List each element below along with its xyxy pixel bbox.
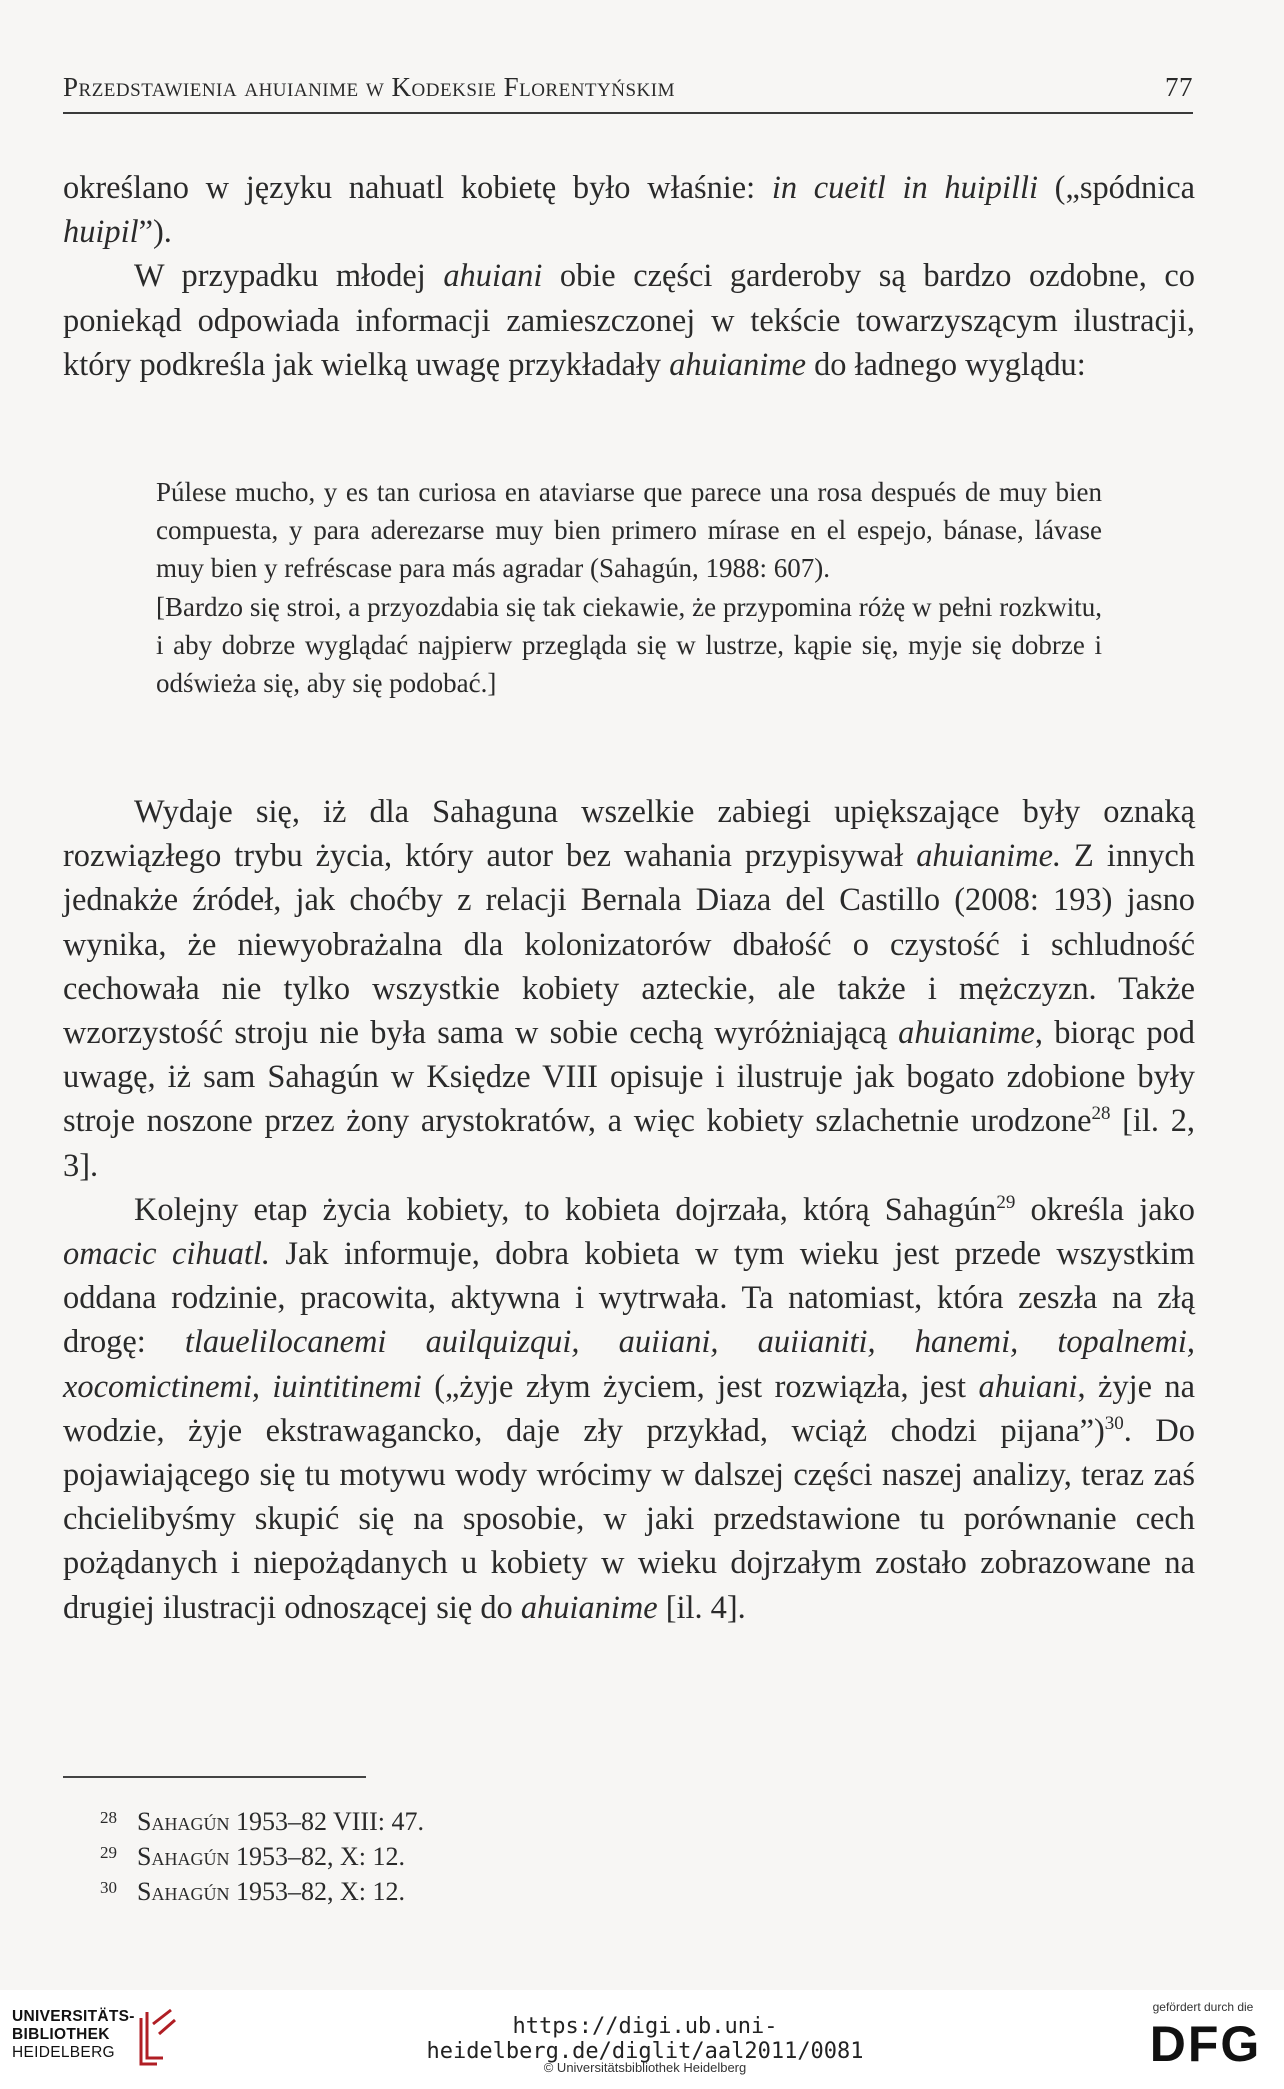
quote-spanish: Púlese mucho, y es tan curiosa en ataviarse que parece una rosa después de muy bien compuesta, y para aderezarse muy bien primero mírase en el espejo, bánase, lávase muy bien y refréscase para más agradar (Sahagún, 1988: 607). — [156, 477, 1102, 584]
footnote-29: 29 Sahagún 1953–82, X: 12. — [100, 1842, 405, 1871]
paragraph-1: określano w języku nahuatl kobietę było właśnie: in cueitl in huipilli („spódnica huipil”). — [63, 170, 1195, 251]
page-number: 77 — [1165, 72, 1193, 102]
copyright-notice: © Universitätsbibliothek Heidelberg — [543, 2060, 747, 2075]
running-header — [63, 72, 1193, 114]
footnote-30: 30 Sahagún 1953–82, X: 12. — [100, 1877, 405, 1906]
library-mark-icon — [135, 2008, 179, 2068]
block-quote — [156, 473, 1102, 702]
permalink-url[interactable]: https://digi.ub.uni-heidelberg.de/diglit/aal2011/0081 — [426, 2014, 864, 2064]
running-title: Przedstawienia ahuianime w Kodeksie Florentyńskim — [63, 72, 675, 102]
footnote-ref-29[interactable]: 29 — [996, 1192, 1016, 1214]
body-text-bottom — [63, 790, 1195, 1630]
paragraph-2: W przypadku młodej ahuiani obie części garderoby są bardzo ozdobne, co poniekąd odpowiada informacji zamieszczonej w tekście towarzyszącym ilustracji, który podkreśla jak wielką uwagę przykładały ahuianime do ładnego wyglądu: — [63, 258, 1195, 383]
paragraph-4: Kolejny etap życia kobiety, to kobieta dojrzała, którą Sahagún$^{29}$ określa jako omacic cihuatl. Jak informuje, dobra kobieta w tym wieku jest przede wszystkim oddana rodzinie, pracowita, aktywna i wytrwała. Ta natomiast, która zeszła na złą drogę: tlauelilocanemi auilquizqui, auiiani, auiianiti, hanemi, topalnemi, xocomictinemi, iuintitinemi („żyje złym życiem, jest rozwiązła, jest ahuiani, żyje na wodzie, żyje ekstrawagancko, daje zły przykład, wciąż chodzi pijana”)$^{30}$. Do pojawiającego się tu motywu wody wrócimy w dalszej części naszej analizy, teraz zaś chcielibyśmy skupić się na sposobie, w jaki przedstawione tu porównanie cech pożądanych i niepożądanych u kobiety w wieku dojrzałym zostało zobrazowane na drugiej ilustracji odnoszącej się do ahuianime [il. 4]. — [63, 1191, 1196, 1626]
footnotes — [100, 1804, 800, 1909]
body-text-top — [63, 166, 1195, 387]
footnote-ref-30[interactable]: 30 — [1104, 1413, 1124, 1435]
dfg-logo[interactable]: DFG — [1149, 2016, 1262, 2072]
paragraph-3: Wydaje się, iż dla Sahaguna wszelkie zabiegi upiększające były oznaką rozwiązłego trybu życia, który autor bez wahania przypisywał ahuianime. Z innych jednakże źródeł, jak choćby z relacji Bernala Diaza del Castillo (2008: 193) jasno wynika, że niewyobrażalna dla kolonizatorów dbałość o czystość i schludność cechowała nie tylko wszystkie kobiety azteckie, ale także i mężczyzn. Także wzorzystość stroju nie była sama w sobie cechą wyróżniającą ahuianime, biorąc pod uwagę, iż sam Sahagún w Księdze VIII opisuje i ilustruje jak bogato zdobione były stroje noszone przez żony arystokratów, a więc kobiety szlachetnie urodzone$^{28}$ [il. 2, 3]. — [63, 794, 1196, 1184]
footnote-ref-28[interactable]: 28 — [1091, 1103, 1111, 1125]
funding-caption: gefördert durch die — [1152, 2000, 1254, 2014]
footnote-separator — [63, 1776, 366, 1778]
footnote-28: 28 Sahagún 1953–82 VIII: 47. — [100, 1807, 424, 1836]
quote-polish-translation: [Bardzo się stroi, a przyozdabia się tak ciekawie, że przypomina różę w pełni rozkwitu, i aby dobrze wyglądać najpierw przegląda się w lustrze, kąpie się, myje się dobrze i odświeża się, aby się podobać.] — [156, 591, 1102, 699]
library-logo[interactable]: UNIVERSITÄTS- BIBLIOTHEK HEIDELBERG — [12, 2008, 135, 2061]
